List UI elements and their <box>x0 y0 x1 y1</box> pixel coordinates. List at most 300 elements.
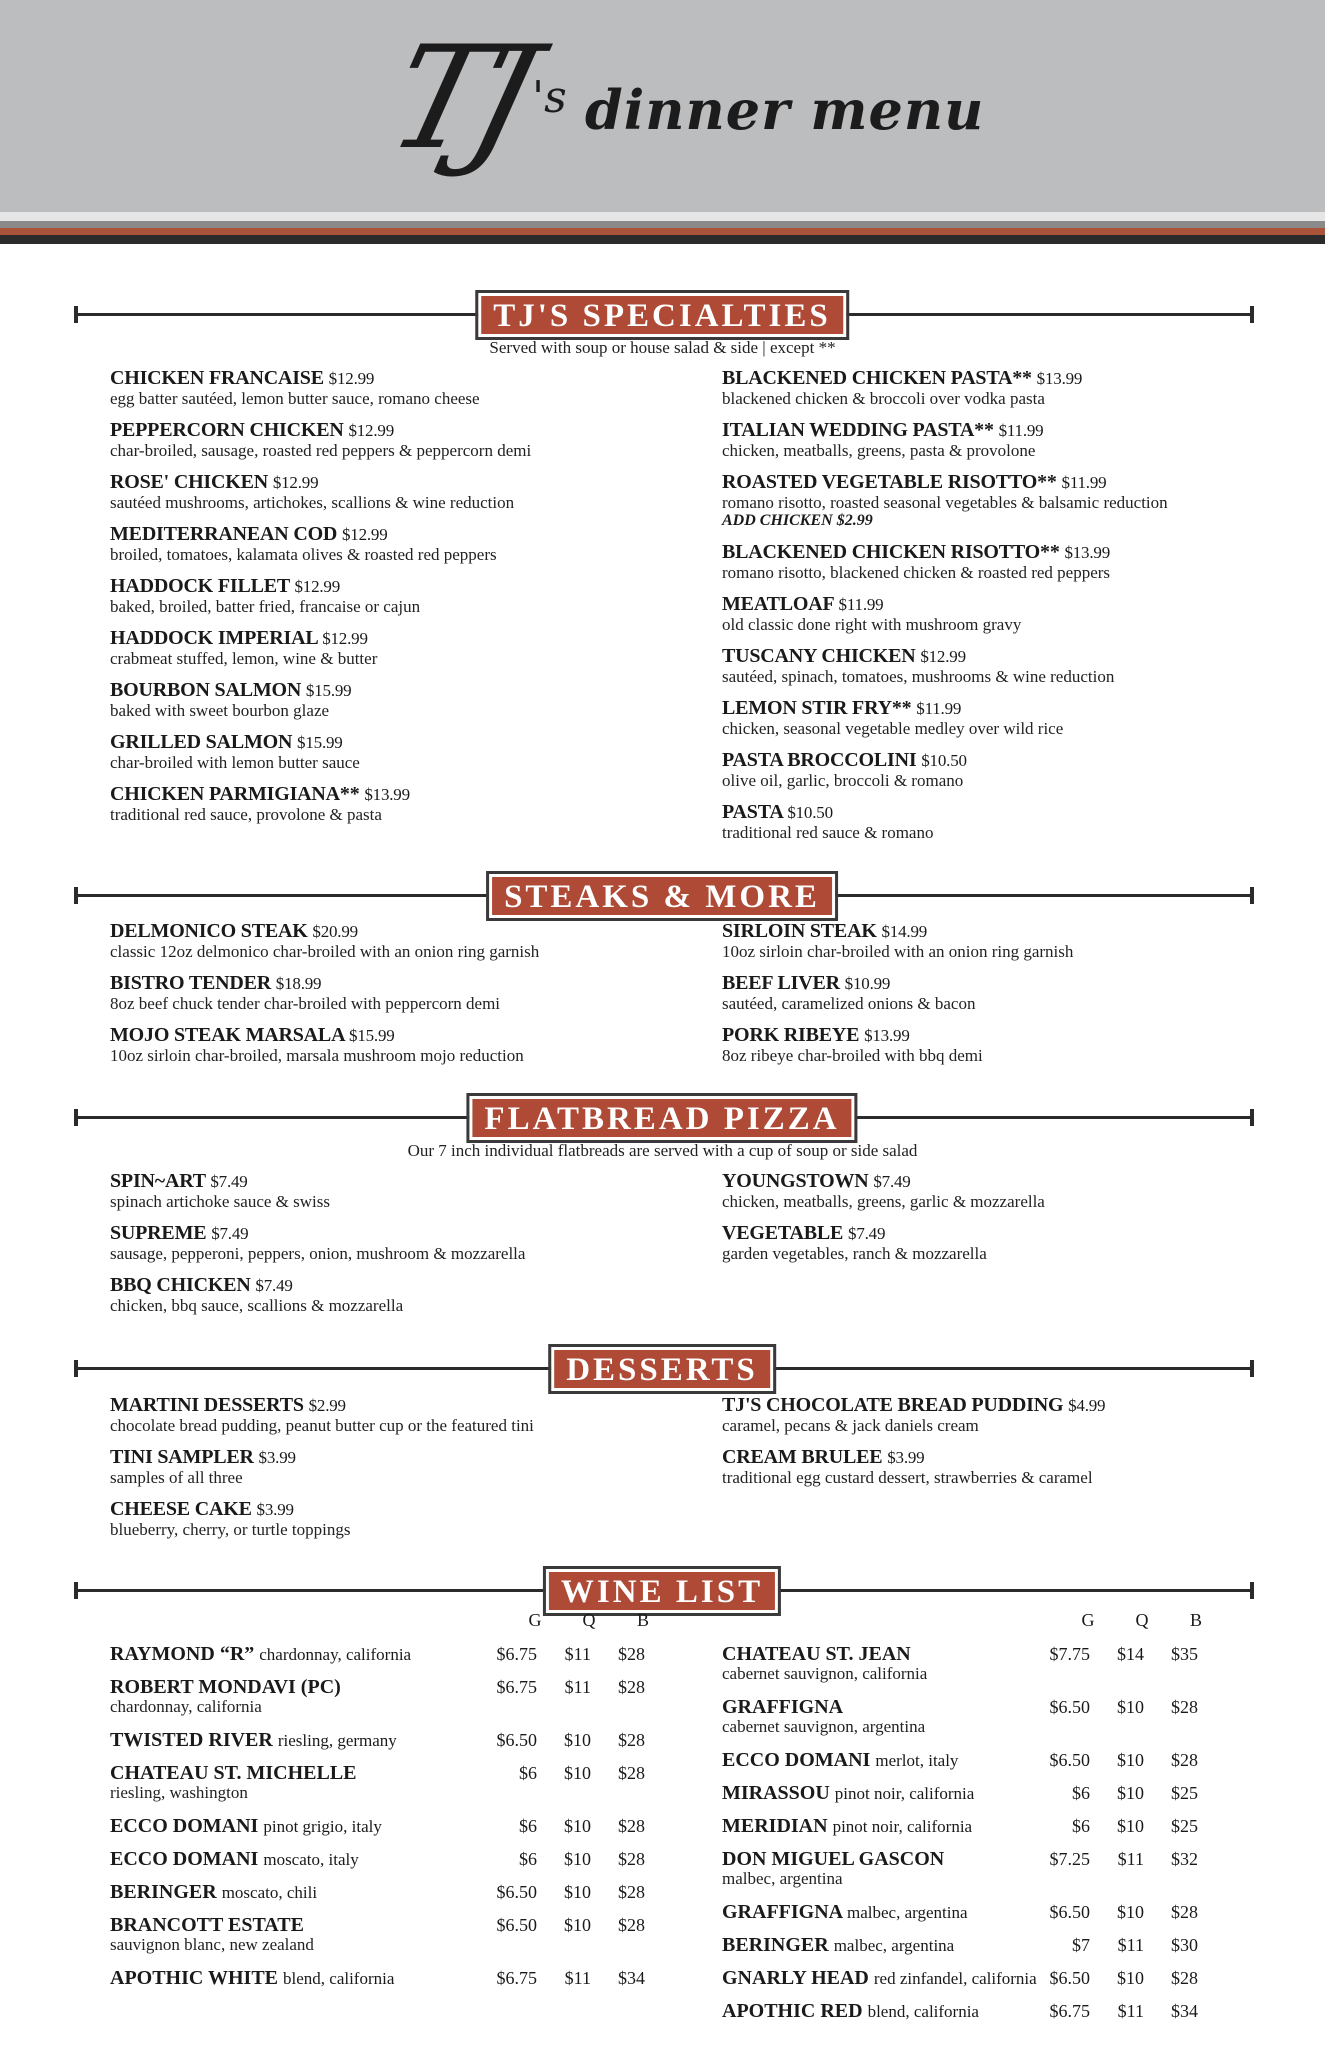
item-name <box>722 419 1043 442</box>
wine-column-header: G <box>1081 1610 1095 1630</box>
item-name <box>110 1170 330 1193</box>
wine-name <box>722 1782 974 1805</box>
item-name-text: SIRLOIN STEAK <box>722 920 877 942</box>
menu-item <box>110 1274 403 1315</box>
wine-price-b: $34 <box>1171 2001 1198 2021</box>
item-price: $4.99 <box>1068 1396 1106 1415</box>
wine-price-q: $11 <box>564 1677 591 1697</box>
item-description: sautéed, spinach, tomatoes, mushrooms & wine reduction <box>722 667 1115 686</box>
item-description: 10oz sirloin char-broiled, marsala mushroom mojo reduction <box>110 1046 524 1065</box>
menu-item <box>722 593 1021 634</box>
item-name <box>722 541 1110 564</box>
wine-varietal: blend, california <box>283 1969 395 1988</box>
item-name-text: BEEF LIVER <box>722 972 840 994</box>
wine-name-text: APOTHIC WHITE <box>110 1967 278 1989</box>
header-stripe-light <box>0 212 1325 221</box>
wine-price-g: $6.75 <box>496 1677 537 1697</box>
wine-price-g: $6.50 <box>496 1730 537 1750</box>
item-description: sautéed mushrooms, artichokes, scallions & wine reduction <box>110 493 515 512</box>
wine-item <box>722 1967 1037 1990</box>
item-description: chocolate bread pudding, peanut butter cup or the featured tini <box>110 1416 534 1435</box>
item-description: char-broiled, sausage, roasted red peppers & peppercorn demi <box>110 441 532 460</box>
item-name <box>722 801 933 824</box>
section-subtitle: Our 7 inch individual flatbreads are served with a cup of soup or side salad <box>407 1141 918 1160</box>
wine-name <box>722 1967 1037 1990</box>
item-price: $7.49 <box>255 1276 293 1295</box>
item-name-text: BISTRO TENDER <box>110 972 271 994</box>
wine-price-b: $28 <box>1171 1968 1198 1988</box>
item-name-text: MOJO STEAK MARSALA <box>110 1024 345 1046</box>
wine-price-q: $10 <box>1117 1750 1144 1770</box>
item-description: spinach artichoke sauce & swiss <box>110 1192 330 1211</box>
item-price: $10.99 <box>844 974 891 993</box>
wine-item <box>110 1643 411 1666</box>
wine-price-q: $10 <box>1117 1783 1144 1803</box>
wine-price-b: $28 <box>1171 1902 1198 1922</box>
item-price: $15.99 <box>297 733 343 752</box>
item-description: crabmeat stuffed, lemon, wine & butter <box>110 649 378 668</box>
wine-name-text: MERIDIAN <box>722 1815 828 1837</box>
item-description: chicken, seasonal vegetable medley over wild rice <box>722 719 1064 738</box>
wine-item <box>722 1782 974 1805</box>
item-name-text: SPIN~ART <box>110 1170 206 1192</box>
wine-price-b: $28 <box>1171 1750 1198 1770</box>
wine-column-header: B <box>636 1610 649 1630</box>
item-description: romano risotto, blackened chicken & roasted red peppers <box>722 563 1111 582</box>
item-name <box>110 419 531 442</box>
item-name-text: HADDOCK FILLET <box>110 575 290 597</box>
wine-price-b: $32 <box>1171 1849 1198 1869</box>
wine-varietal: moscato, chili <box>221 1883 318 1902</box>
item-name-text: ROASTED VEGETABLE RISOTTO** <box>722 471 1057 493</box>
item-description: old classic done right with mushroom gravy <box>722 615 1022 634</box>
wine-price-q: $10 <box>1117 1968 1144 1988</box>
item-name <box>110 972 500 995</box>
menu-item <box>110 1170 330 1211</box>
item-price: $15.99 <box>305 681 352 700</box>
item-price: $7.49 <box>211 1224 249 1243</box>
section-subtitle: Served with soup or house salad & side | except ** <box>489 338 836 357</box>
item-price: $12.99 <box>328 369 375 388</box>
wine-name <box>722 1934 954 1957</box>
item-name <box>110 731 360 754</box>
item-name-text: MEDITERRANEAN COD <box>110 523 338 545</box>
item-price: $7.49 <box>848 1224 886 1243</box>
wine-item <box>722 1643 927 1683</box>
item-description: broiled, tomatoes, kalamata olives & roasted red peppers <box>110 545 497 564</box>
item-price: $7.49 <box>873 1172 911 1191</box>
item-name-text: DELMONICO STEAK <box>110 920 308 942</box>
item-price: $15.99 <box>349 1026 395 1045</box>
wine-item <box>110 1914 314 1954</box>
wine-name-text: ROBERT MONDAVI (PC) <box>110 1676 341 1698</box>
item-name-text: BLACKENED CHICKEN PASTA** <box>722 367 1032 389</box>
wine-varietal: moscato, italy <box>263 1850 359 1869</box>
wine-item <box>722 1815 972 1838</box>
wine-name-text: GRAFFIGNA <box>722 1901 842 1923</box>
wine-varietal: merlot, italy <box>875 1751 959 1770</box>
item-description: blackened chicken & broccoli over vodka pasta <box>722 389 1045 408</box>
wine-name-text: ECCO DOMANI <box>110 1848 259 1870</box>
wine-price-g: $7.25 <box>1049 1849 1090 1869</box>
item-name-text: TINI SAMPLER <box>110 1446 254 1468</box>
item-price: $11.99 <box>998 421 1044 440</box>
menu-item <box>110 972 500 1013</box>
item-name <box>722 697 1063 720</box>
item-price: $2.99 <box>308 1396 346 1415</box>
wine-name-text: GRAFFIGNA <box>722 1696 844 1718</box>
item-name-text: PASTA BROCCOLINI <box>722 749 917 771</box>
wine-price-b: $30 <box>1171 1935 1198 1955</box>
wine-price-g: $6.50 <box>1049 1902 1090 1922</box>
item-description: romano risotto, roasted seasonal vegetables & balsamic reduction <box>722 493 1168 512</box>
wine-price-g: $6 <box>1072 1783 1090 1803</box>
menu-item <box>110 1394 534 1435</box>
wine-item <box>110 1676 341 1716</box>
wine-name-text: CHATEAU ST. MICHELLE <box>110 1762 357 1784</box>
wine-name <box>722 1696 925 1718</box>
wine-varietal-line: riesling, washington <box>110 1783 248 1802</box>
menu-item <box>110 731 360 772</box>
item-price: $12.99 <box>348 421 395 440</box>
item-price: $14.99 <box>881 922 928 941</box>
item-description: chicken, bbq sauce, scallions & mozzarella <box>110 1296 404 1315</box>
menu-item <box>110 783 410 824</box>
item-description: traditional red sauce & romano <box>722 823 934 842</box>
item-price: $12.99 <box>294 577 341 596</box>
item-price: $13.99 <box>1064 543 1111 562</box>
item-name-text: GRILLED SALMON <box>110 731 293 753</box>
wine-varietal: malbec, argentina <box>847 1903 968 1922</box>
item-price: $13.99 <box>364 785 410 804</box>
item-description: samples of all three <box>110 1468 243 1487</box>
menu-item <box>110 419 531 460</box>
item-name <box>110 1394 534 1417</box>
item-name <box>722 471 1168 494</box>
wine-name <box>110 1643 411 1666</box>
section-title: DESSERTS <box>551 1347 773 1391</box>
wine-name <box>722 1848 944 1870</box>
item-description: 8oz beef chuck tender char-broiled with peppercorn demi <box>110 994 501 1013</box>
item-name <box>110 1446 296 1469</box>
wine-price-g: $6 <box>1072 1816 1090 1836</box>
menu-item <box>722 749 967 790</box>
wine-price-b: $28 <box>618 1882 645 1902</box>
item-name <box>110 627 377 650</box>
item-name-text: BOURBON SALMON <box>110 679 302 701</box>
item-price: $11.99 <box>838 595 884 614</box>
menu-item <box>110 575 420 616</box>
wine-item <box>722 2000 979 2023</box>
item-addon <box>722 512 1168 530</box>
menu-item <box>722 645 1114 686</box>
wine-item <box>110 1762 357 1802</box>
wine-price-g: $7.75 <box>1049 1644 1090 1664</box>
item-name-text: CHEESE CAKE <box>110 1498 252 1520</box>
wine-item <box>110 1967 394 1990</box>
item-price: $13.99 <box>1036 369 1083 388</box>
wine-item <box>722 1934 954 1957</box>
menu-item <box>110 367 480 408</box>
wine-name-text: MIRASSOU <box>722 1782 830 1804</box>
item-price: $13.99 <box>864 1026 910 1045</box>
wine-varietal-line: cabernet sauvignon, california <box>722 1664 928 1683</box>
header-stripe-dark <box>0 235 1325 244</box>
wine-price-q: $11 <box>564 1968 591 1988</box>
wine-price-q: $10 <box>1117 1697 1144 1717</box>
item-name <box>722 1024 983 1047</box>
wine-price-b: $28 <box>618 1849 645 1869</box>
item-description: classic 12oz delmonico char-broiled with an onion ring garnish <box>110 942 540 961</box>
wine-name-text: CHATEAU ST. JEAN <box>722 1643 911 1665</box>
item-price: $12.99 <box>341 525 388 544</box>
wine-name <box>722 1643 927 1665</box>
item-name <box>110 523 497 546</box>
wine-price-q: $10 <box>564 1915 591 1935</box>
menu-item <box>110 1222 525 1263</box>
item-price: $11.99 <box>1061 473 1107 492</box>
item-name-text: HADDOCK IMPERIAL <box>110 627 318 649</box>
menu-item <box>722 920 1073 961</box>
wine-name <box>110 1815 382 1838</box>
item-name-text: SUPREME <box>110 1222 207 1244</box>
item-name <box>110 1222 525 1245</box>
item-description: baked with sweet bourbon glaze <box>110 701 330 720</box>
item-price: $10.50 <box>921 751 967 770</box>
wine-name <box>110 1848 359 1871</box>
menu-item <box>722 972 975 1013</box>
menu-item <box>110 471 514 512</box>
wine-price-g: $6.50 <box>496 1882 537 1902</box>
wine-price-q: $11 <box>1117 2001 1144 2021</box>
item-name-text: MARTINI DESSERTS <box>110 1394 304 1416</box>
wine-name-text: ECCO DOMANI <box>722 1749 871 1771</box>
wine-name <box>110 1881 317 1904</box>
wine-price-b: $35 <box>1171 1644 1198 1664</box>
wine-column-header: B <box>1189 1610 1202 1630</box>
menu-item <box>110 1446 296 1487</box>
item-price: $3.99 <box>256 1500 294 1519</box>
item-name-text: CHICKEN PARMIGIANA** <box>110 783 360 805</box>
wine-name-text: ECCO DOMANI <box>110 1815 259 1837</box>
wine-varietal: pinot noir, california <box>834 1784 975 1803</box>
wine-price-g: $6.50 <box>496 1915 537 1935</box>
item-description: traditional red sauce, provolone & pasta <box>110 805 382 824</box>
addon-price: $2.99 <box>836 512 873 529</box>
menu-item <box>110 627 377 668</box>
item-description: olive oil, garlic, broccoli & romano <box>722 771 964 790</box>
wine-price-b: $28 <box>618 1915 645 1935</box>
header-stripe-rust <box>0 228 1325 235</box>
wine-price-b: $28 <box>618 1730 645 1750</box>
wine-item <box>110 1881 317 1904</box>
wine-column-header: Q <box>1135 1610 1149 1630</box>
wine-item <box>722 1749 958 1772</box>
wine-name <box>722 1815 972 1838</box>
wine-name <box>722 2000 979 2023</box>
item-description: garden vegetables, ranch & mozzarella <box>722 1244 987 1263</box>
wine-price-g: $6.50 <box>1049 1697 1090 1717</box>
wine-name-text: TWISTED RIVER <box>110 1729 273 1751</box>
header-stripe-gray <box>0 221 1325 228</box>
item-name-text: LEMON STIR FRY** <box>722 697 912 719</box>
wine-item <box>110 1815 382 1838</box>
item-description: traditional egg custard dessert, strawberries & caramel <box>722 1468 1093 1487</box>
item-name <box>722 593 1021 616</box>
logo-apostrophe-s: 's <box>532 72 567 123</box>
item-name <box>110 575 420 598</box>
wine-name-text: APOTHIC RED <box>722 2000 863 2022</box>
item-name-text: ROSE' CHICKEN <box>110 471 268 493</box>
menu-item <box>722 1024 983 1065</box>
wine-name-text: DON MIGUEL GASCON <box>722 1848 945 1870</box>
menu-item <box>110 523 497 564</box>
menu-item <box>110 1024 524 1065</box>
wine-name-text: RAYMOND “R” <box>110 1643 255 1665</box>
wine-column-header: Q <box>582 1610 596 1630</box>
item-name <box>110 367 480 390</box>
menu-title: dinner menu <box>585 78 985 142</box>
wine-item <box>110 1729 397 1752</box>
wine-item <box>110 1848 359 1871</box>
wine-price-q: $10 <box>564 1763 591 1783</box>
wine-item <box>722 1901 968 1924</box>
wine-name <box>722 1749 958 1772</box>
item-price: $18.99 <box>275 974 322 993</box>
menu-item <box>722 697 1063 738</box>
wine-price-q: $10 <box>1117 1902 1144 1922</box>
wine-price-g: $6.75 <box>496 1644 537 1664</box>
item-name <box>722 749 967 772</box>
wine-varietal: pinot noir, california <box>832 1817 973 1836</box>
item-name <box>110 1274 403 1297</box>
wine-price-g: $6.50 <box>1049 1968 1090 1988</box>
wine-price-g: $7 <box>1072 1935 1090 1955</box>
wine-varietal-line: cabernet sauvignon, argentina <box>722 1717 926 1736</box>
menu-item <box>722 419 1043 460</box>
item-name <box>722 1446 1093 1469</box>
wine-name-text: BERINGER <box>722 1934 829 1956</box>
menu-item <box>722 367 1082 408</box>
wine-varietal-line: chardonnay, california <box>110 1697 262 1716</box>
item-price: $3.99 <box>887 1448 925 1467</box>
wine-price-q: $10 <box>564 1730 591 1750</box>
item-name <box>110 471 514 494</box>
wine-price-b: $28 <box>618 1677 645 1697</box>
wine-varietal: malbec, argentina <box>833 1936 955 1955</box>
section-title: TJ'S SPECIALTIES <box>478 293 846 337</box>
wine-price-q: $14 <box>1117 1644 1144 1664</box>
wine-price-g: $6 <box>519 1849 537 1869</box>
item-name-text: VEGETABLE <box>722 1222 844 1244</box>
item-name-text: TUSCANY CHICKEN <box>722 645 916 667</box>
item-name-text: PEPPERCORN CHICKEN <box>110 419 344 441</box>
wine-price-b: $34 <box>618 1968 645 1988</box>
wine-name <box>110 1729 397 1752</box>
item-description: 8oz ribeye char-broiled with bbq demi <box>722 1046 983 1065</box>
item-name <box>722 1222 987 1245</box>
item-name <box>722 1170 1045 1193</box>
item-name-text: BBQ CHICKEN <box>110 1274 251 1296</box>
section-title: STEAKS & MORE <box>489 874 835 918</box>
item-price: $12.99 <box>322 629 368 648</box>
item-name-text: ITALIAN WEDDING PASTA** <box>722 419 994 441</box>
item-description: chicken, meatballs, greens, pasta & provolone <box>722 441 1036 460</box>
wine-price-b: $28 <box>618 1763 645 1783</box>
menu-item <box>722 1446 1093 1487</box>
section-title: FLATBREAD PIZZA <box>469 1096 854 1140</box>
menu-item <box>110 679 351 720</box>
item-description: char-broiled with lemon butter sauce <box>110 753 360 772</box>
item-name <box>110 1498 350 1521</box>
wine-varietal: red zinfandel, california <box>873 1969 1037 1988</box>
wine-item <box>722 1696 925 1736</box>
item-price: $10.50 <box>787 803 833 822</box>
wine-name <box>110 1676 341 1698</box>
menu-item <box>722 801 933 842</box>
item-name <box>110 679 351 702</box>
wine-name-text: BERINGER <box>110 1881 217 1903</box>
wine-price-q: $11 <box>1117 1935 1144 1955</box>
item-price: $12.99 <box>920 647 966 666</box>
item-name <box>722 367 1082 390</box>
menu-item <box>722 471 1168 530</box>
item-name-text: TJ'S CHOCOLATE BREAD PUDDING <box>722 1394 1064 1416</box>
wine-price-q: $11 <box>564 1644 591 1664</box>
wine-price-g: $6 <box>519 1816 537 1836</box>
item-name-text: CHICKEN FRANCAISE <box>110 367 324 389</box>
item-price: $20.99 <box>312 922 358 941</box>
wine-price-b: $28 <box>1171 1697 1198 1717</box>
item-description: egg batter sautéed, lemon butter sauce, romano cheese <box>110 389 480 408</box>
item-description: chicken, meatballs, greens, garlic & mozzarella <box>722 1192 1045 1211</box>
wine-varietal: pinot grigio, italy <box>263 1817 382 1836</box>
section-title: WINE LIST <box>546 1569 778 1613</box>
item-name <box>110 1024 524 1047</box>
item-price: $7.49 <box>210 1172 248 1191</box>
wine-item <box>722 1848 944 1888</box>
wine-price-q: $11 <box>1117 1849 1144 1869</box>
menu-item <box>110 920 539 961</box>
wine-price-q: $10 <box>564 1882 591 1902</box>
wine-price-q: $10 <box>564 1849 591 1869</box>
addon-label: ADD CHICKEN <box>722 512 833 529</box>
item-description: caramel, pecans & jack daniels cream <box>722 1416 979 1435</box>
item-description: blueberry, cherry, or turtle toppings <box>110 1520 351 1539</box>
item-name <box>722 1394 1105 1417</box>
wine-column-header: G <box>528 1610 542 1630</box>
item-price: $12.99 <box>272 473 319 492</box>
wine-price-b: $28 <box>618 1816 645 1836</box>
item-name-text: PORK RIBEYE <box>722 1024 860 1046</box>
wine-price-q: $10 <box>564 1816 591 1836</box>
item-name-text: CREAM BRULEE <box>722 1446 883 1468</box>
wine-price-b: $28 <box>618 1644 645 1664</box>
wine-varietal: riesling, germany <box>277 1731 397 1750</box>
item-name <box>110 783 410 806</box>
item-price: $11.99 <box>916 699 962 718</box>
wine-name <box>110 1967 394 1990</box>
item-name-text: PASTA <box>722 801 783 823</box>
logo-tj: TJ <box>374 16 540 181</box>
item-description: sausage, pepperoni, peppers, onion, mushroom & mozzarella <box>110 1244 526 1263</box>
wine-price-q: $10 <box>1117 1816 1144 1836</box>
item-price: $3.99 <box>258 1448 296 1467</box>
wine-name <box>110 1914 314 1936</box>
wine-varietal: chardonnay, california <box>259 1645 412 1664</box>
menu-item <box>722 1170 1045 1211</box>
menu-item <box>722 1222 987 1263</box>
